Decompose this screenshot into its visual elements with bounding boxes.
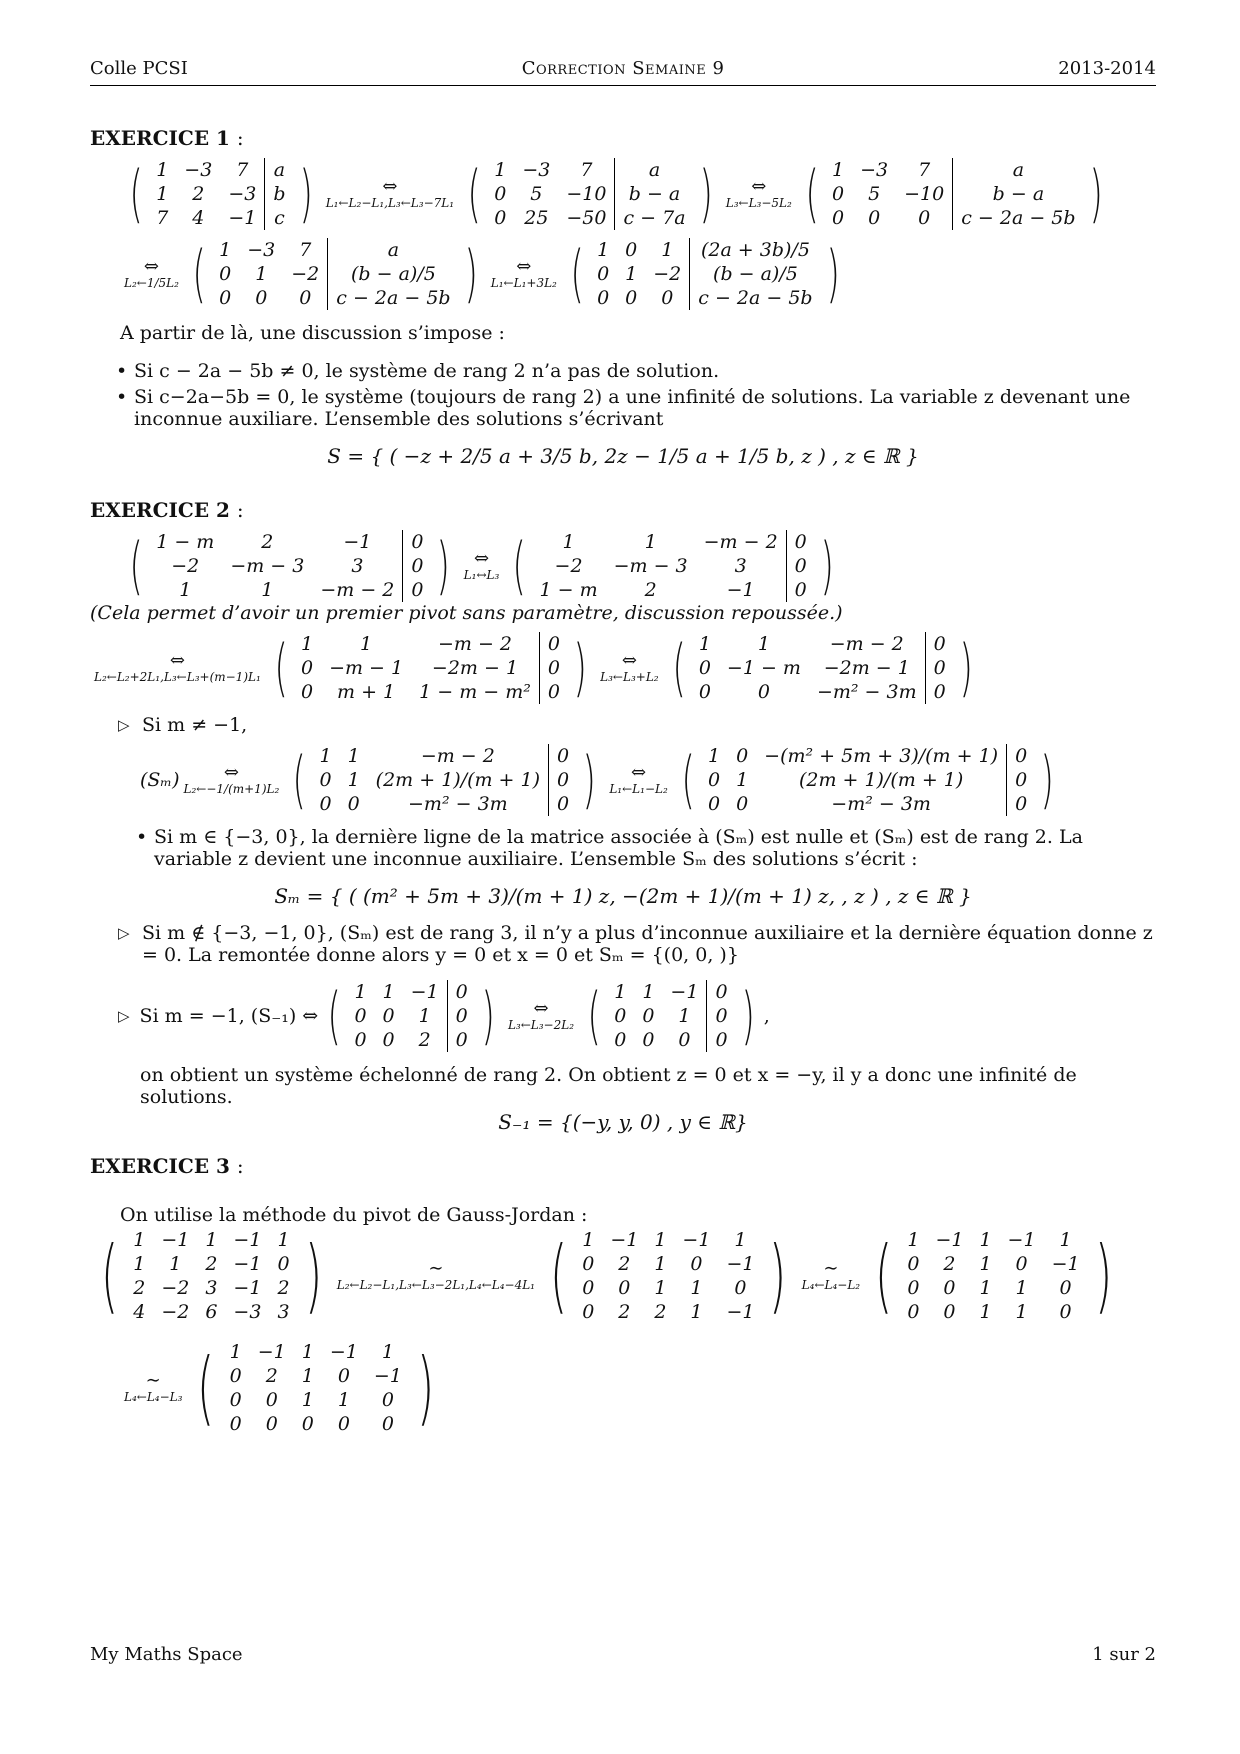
ex1-bullet-2: • Si c−2a−5b = 0, le système (toujours de rang 2) a une infinité de solutions. La variable z devenant une inconnue auxiliare. L’ensemble des solutions s’écrivant bbox=[116, 386, 1156, 430]
row-op: ⇔ L₃←L₃+L₂ bbox=[600, 650, 659, 684]
matrix: ( 1 −3 7 a 0 5 −10 b − a 0 0 0 c − 2a − 5b ) bbox=[805, 156, 1103, 230]
row-op: ⇔ L₁←L₂−L₁,L₃←L₃−7L₁ bbox=[325, 176, 455, 210]
ex2-bullet-1: • Si m ∈ {−3, 0}, la dernière ligne de la matrice associée à (Sₘ) est nulle et (Sₘ) est de rang 2. La variable z devient une inconnue auxiliaire. L’ensemble Sₘ des solutions s’écrit : bbox=[136, 826, 1156, 870]
row-op: ⇔ L₁←L₁+3L₂ bbox=[490, 256, 557, 290]
ex2-note: (Cela permet d’avoir un premier pivot sans paramètre, discussion repoussée.) bbox=[90, 602, 843, 624]
matrix: ( 1 1 −m − 2 0 0 −m − 1 −2m − 1 0 0 m + 1 1 − m − m² 0 ) bbox=[274, 630, 587, 704]
matrix: ( 1 1 −m − 2 0 0 1 (2m + 1)/(m + 1) 0 0 0 −m² − 3m 0 ) bbox=[292, 742, 596, 816]
ex2-title: EXERCICE 2 : bbox=[90, 498, 244, 522]
row-op: ⇔ L₃←L₃−2L₂ bbox=[507, 998, 575, 1032]
ex2-row1 bbox=[120, 530, 1156, 602]
matrix: ( 1 1 −1 0 0 0 1 0 0 0 0 0 ) bbox=[587, 978, 755, 1052]
matrix: ( 1 1 −1 0 0 0 1 0 0 0 2 0 ) bbox=[327, 978, 495, 1052]
matrix: ( 1 1 −m − 2 0 0 −1 − m −2m − 1 0 0 0 −m² − 3m 0 ) bbox=[672, 630, 973, 704]
matrix: ( 1 − m 2 −1 0 −2 −m − 3 3 0 1 1 −m − 2 0 ) bbox=[129, 528, 451, 602]
matrix: ( 1 −3 7 a 0 1 −2 (b − a)/5 0 0 0 c − 2a − 5b ) bbox=[192, 236, 478, 310]
ex3-title: EXERCICE 3 : bbox=[90, 1154, 244, 1178]
sm-label: (Sₘ) bbox=[140, 769, 180, 791]
row-op: ∼ L₂←L₂−L₁,L₃←L₃−2L₁,L₄←L₄−4L₁ bbox=[336, 1258, 535, 1292]
header-title: Correction Semaine 9 bbox=[521, 58, 725, 79]
ex2-case-2: ▷ Si m ∉ {−3, −1, 0}, (Sₘ) est de rang 3, il n’y a plus d’inconnue auxiliaire et la dernière équation donne z = 0. La remontée donne alors y = 0 et x = 0 et Sₘ = {(0, 0, )} bbox=[118, 922, 1156, 966]
ex2-row4: ▷ Si m = −1, (S₋₁) ⇔ ( 1 1 −1 0 0 0 1 0 0 0 2 0 ) ⇔ L₃←L₃−2L₂ ( 1 1 −1 0 0 0 1 0 0 0 0 0 ) , bbox=[118, 978, 770, 1052]
matrix: ( 1 −3 7 a 1 2 −3 b 7 4 −1 c ) bbox=[129, 156, 313, 230]
row-op: ⇔ L₁↔L₃ bbox=[463, 548, 500, 582]
header-left: Colle PCSI bbox=[90, 58, 188, 79]
matrix: ( 1 −1 1 −1 1 0 2 1 0 −1 0 0 1 1 0 0 0 1 1 0 ) bbox=[875, 1229, 1112, 1323]
ex2-solution-1: Sₘ = { ( (m² + 5m + 3)/(m + 1) z, −(2m + 1)/(m + 1) z, , z ) , z ∈ ℝ } bbox=[274, 884, 972, 908]
ex1-row1 bbox=[120, 158, 1156, 230]
page-header bbox=[90, 58, 1156, 86]
row-op: ∼ L₄←L₄−L₃ bbox=[124, 1370, 183, 1404]
row-op: ⇔ L₂←1/5L₂ bbox=[124, 256, 179, 290]
page-footer bbox=[90, 1644, 1156, 1665]
ex3-intro: On utilise la méthode du pivot de Gauss-Jordan : bbox=[120, 1204, 588, 1226]
matrix: ( 1 −1 1 −1 1 0 2 1 0 −1 0 0 1 1 0 0 0 0 0 0 ) bbox=[197, 1341, 435, 1435]
matrix: ( 1 −3 7 a 0 5 −10 b − a 0 25 −50 c − 7a ) bbox=[467, 156, 713, 230]
ex1-solution: S = { ( −z + 2/5 a + 3/5 b, 2z − 1/5 a + 1/5 b, z ) , z ∈ ℝ } bbox=[327, 444, 919, 468]
ex2-case-1: ▷ Si m ≠ −1, bbox=[118, 714, 1156, 736]
footer-left: My Maths Space bbox=[90, 1644, 243, 1665]
ex2-row2 bbox=[90, 632, 1156, 704]
row-op: ∼ L₄←L₄−L₂ bbox=[801, 1258, 861, 1292]
ex1-intro: A partir de là, une discussion s’impose : bbox=[120, 322, 505, 344]
header-right: 2013-2014 bbox=[1058, 58, 1156, 79]
ex1-title: EXERCICE 1 : bbox=[90, 126, 244, 150]
ex3-row1 bbox=[90, 1228, 1156, 1324]
ex1-row2 bbox=[120, 238, 1156, 310]
page bbox=[90, 58, 1156, 1436]
ex2-solution-2: S₋₁ = {(−y, y, 0) , y ∈ ℝ} bbox=[498, 1110, 748, 1134]
ex3-row2 bbox=[120, 1340, 1156, 1436]
ex2-case-3: Si m = −1, (S₋₁) ⇔ bbox=[139, 1005, 319, 1027]
matrix: ( 1 0 1 (2a + 3b)/5 0 1 −2 (b − a)/5 0 0 0 c − 2a − 5b ) bbox=[570, 236, 840, 310]
ex2-row3 bbox=[140, 744, 1156, 816]
matrix: ( 1 −1 1 −1 1 1 1 2 −1 0 2 −2 3 −1 2 4 −2 6 −3 3 ) bbox=[101, 1229, 322, 1323]
matrix: ( 1 1 −m − 2 0 −2 −m − 3 3 0 1 − m 2 −1 0 ) bbox=[512, 528, 834, 602]
ex1-bullet-1: • Si c − 2a − 5b ≠ 0, le système de rang 2 n’a pas de solution. bbox=[116, 360, 1156, 382]
matrix: ( 1 −1 1 −1 1 0 2 1 0 −1 0 0 1 1 0 0 2 2 1 −1 ) bbox=[550, 1229, 787, 1323]
row-op: ⇔ L₁←L₁−L₂ bbox=[609, 762, 668, 796]
row-op: ⇔ L₂←L₂+2L₁,L₃←L₃+(m−1)L₁ bbox=[94, 650, 261, 684]
row-op: ⇔ L₂←−1/(m+1)L₂ bbox=[183, 762, 280, 796]
ex2-case-3b: on obtient un système échelonné de rang 2. On obtient z = 0 et x = −y, il y a donc une infinité de solutions. bbox=[140, 1064, 1077, 1108]
row-op: ⇔ L₃←L₃−5L₂ bbox=[725, 176, 792, 210]
page-number: 1 sur 2 bbox=[1092, 1644, 1156, 1665]
matrix: ( 1 0 −(m² + 5m + 3)/(m + 1) 0 0 1 (2m + 1)/(m + 1) 0 0 0 −m² − 3m 0 ) bbox=[681, 742, 1054, 816]
